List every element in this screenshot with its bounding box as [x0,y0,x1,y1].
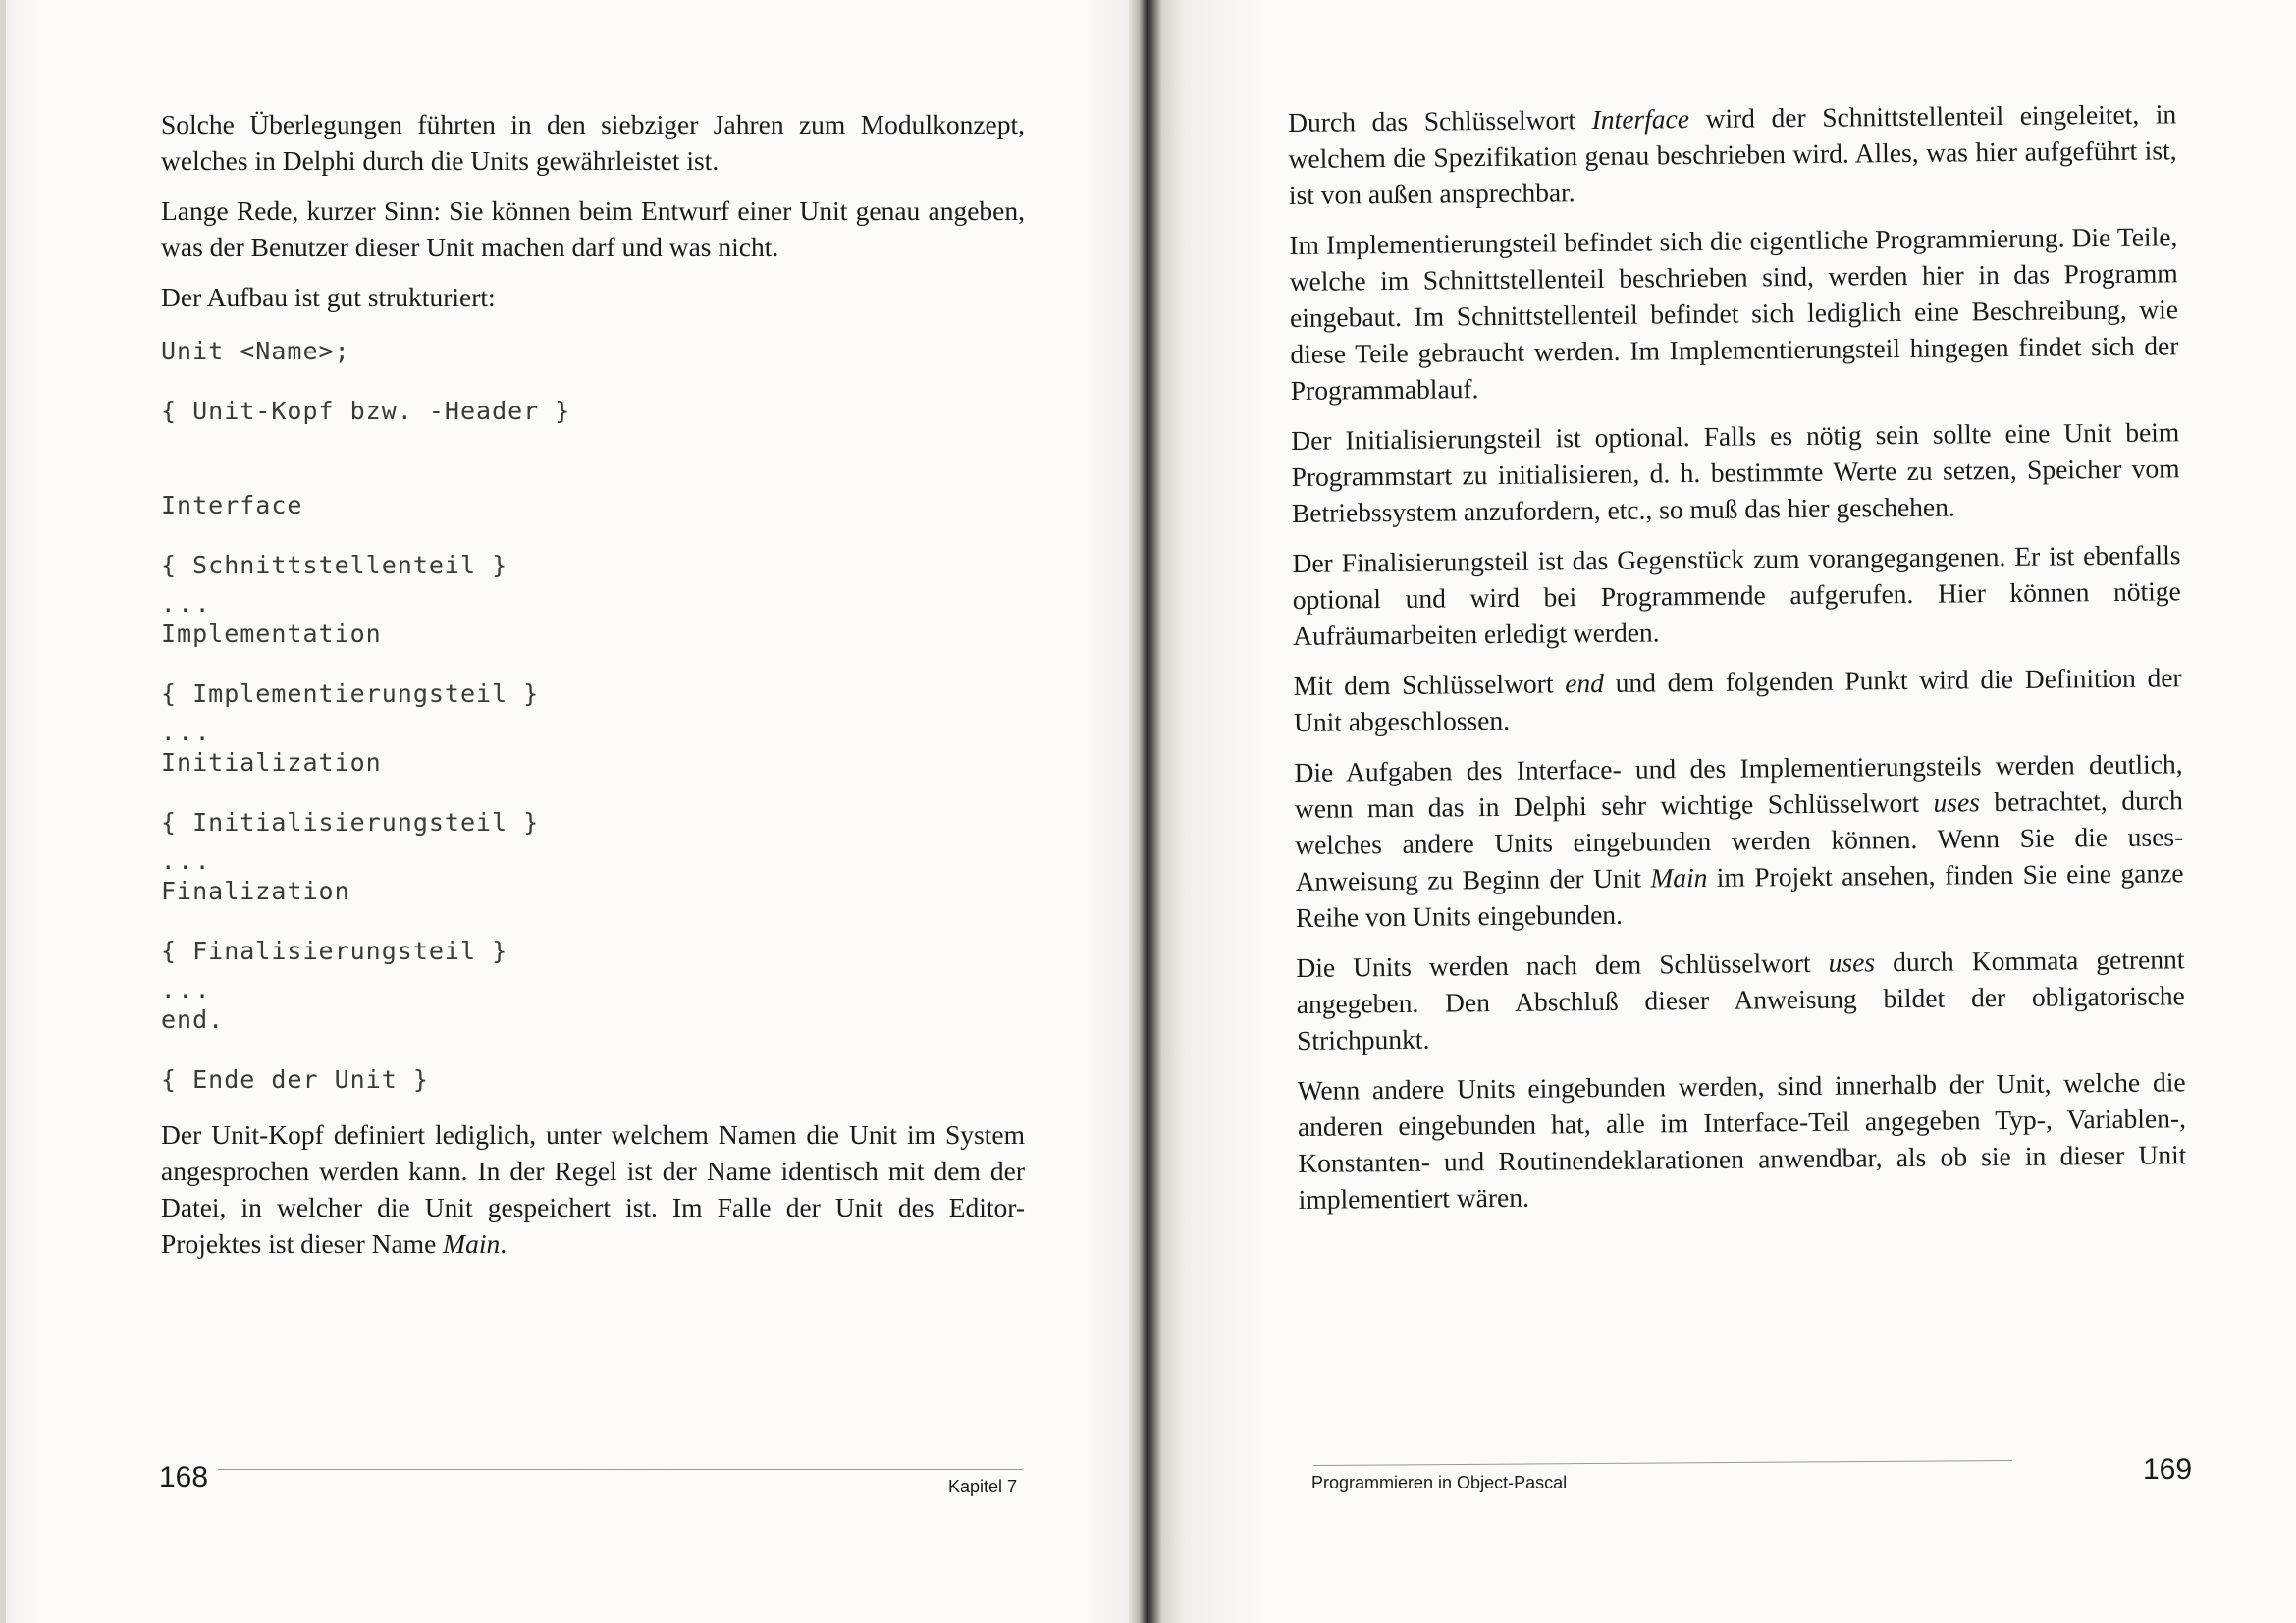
code-comment: { Unit-Kopf bzw. -Header } [161,397,571,425]
code-comment: { Ende der Unit } [161,1065,429,1094]
paragraph-text: im Projekt ansehen, finden Sie eine ganze Reihe von Units eingebunden. [1295,857,2184,933]
paragraph-text: und dem folgenden Punkt wird die Definition der Unit abgeschlossen. [1293,662,2182,737]
paragraph [1288,95,2177,213]
code-comment: { Implementierungsteil } [161,679,540,708]
paragraph [1294,659,2183,740]
paragraph [1296,941,2185,1058]
code-line: Interface [161,491,303,519]
paragraph [1294,745,2184,936]
paragraph: Lange Rede, kurzer Sinn: Sie können beim Entwurf einer Unit genau angeben, was der Benutzer dieser Unit machen darf und was nicht. [161,195,1025,262]
paragraph: Der Finalisierungsteil ist das Gegenstück zum vorangegangenen. Er ist ebenfalls optional und wird bei Programmende aufgerufen. Hier können nötige Aufräumarbeiten erledigt werden. [1292,539,2181,651]
book-gutter [1129,0,1162,1623]
paragraph-text: Durch das Schlüsselwort [1288,104,1592,137]
code-line: Implementation [161,620,382,648]
paragraph-text: Die Units werden nach dem Schlüsselwort [1296,947,1829,983]
code-comment: { Finalisierungsteil } [161,937,508,965]
running-footer: Kapitel 7 [948,1477,1018,1496]
paragraph-text: wird der Schnittstellenteil eingeleitet, in welchem die Spezifikation genau beschrieben wird. Alles, was hier aufgeführt ist, ist von außen ansprechbar. [1288,98,2177,210]
emphasis: end [1565,667,1605,699]
left-page-body [161,106,1025,1275]
right-page-body [1288,95,2187,1231]
code-comment: { Schnittstellenteil } [161,551,508,579]
page-number: 168 [159,1461,209,1493]
paragraph-text: betrachtet, durch welches andere Units eingebunden werden können. Wenn Sie die uses-Anweisung zu Beginn der Unit [1295,784,2184,896]
paragraph [161,1116,1025,1262]
paragraph: Der Aufbau ist gut strukturiert: [161,282,496,312]
running-footer: Programmieren in Object-Pascal [1311,1473,1568,1492]
code-line: end. [161,1005,225,1034]
page-edge [0,0,6,1623]
emphasis: Main [1650,861,1708,893]
paragraph: Der Initialisierungsteil ist optional. Falls es nötig sein sollte eine Unit beim Programmstart zu initialisieren, d. h. bestimmte Werte zu setzen, Speicher vom Betriebssystem anzufordern, etc., so muß das hier geschehen. [1291,416,2180,528]
code-ellipsis: ... [161,976,213,1003]
code-line: Unit <Name>; [161,337,350,365]
footer-rule [218,1469,1023,1470]
paragraph-text: durch Kommata getrennt angegeben. Den Abschluß dieser Anweisung bildet der obligatorische Strichpunkt. [1296,944,2185,1055]
paragraph-text: . [500,1228,507,1259]
right-page [1147,0,2296,1623]
code-ellipsis: ... [161,719,213,746]
code-line: Initialization [161,748,382,777]
code-line: Finalization [161,877,350,905]
code-block [161,337,1025,1095]
code-ellipsis: ... [161,590,213,618]
code-comment: { Initialisierungsteil } [161,808,540,837]
left-page [0,0,1147,1623]
paragraph-text: Mit dem Schlüsselwort [1293,668,1566,701]
page-number: 169 [2143,1453,2193,1486]
emphasis: uses [1828,947,1876,978]
footer-rule [1313,1460,2012,1466]
paragraph-text: Die Aufgaben des Interface- und des Implementierungsteils werden deutlich, wenn man das in Delphi sehr wichtige Schlüsselwort [1294,748,2183,824]
paragraph: Im Implementierungsteil befindet sich die eigentliche Programmierung. Die Teile, welche im Schnittstellenteil beschrieben sind, werden hier in das Programm eingebaut. Im Schnittstellenteil befindet sich lediglich eine Beschreibung, wie diese Teile gebraucht werden. Im Implementierungsteil hingegen findet sich der Programmablauf. [1289,221,2179,406]
code-ellipsis: ... [161,847,213,875]
emphasis: Interface [1591,103,1690,135]
emphasis: uses [1933,786,1981,818]
emphasis: Main [443,1228,501,1259]
paragraph: Wenn andere Units eingebunden werden, sind innerhalb der Unit, welche die anderen eingebunden hat, alle im Interface-Teil angegeben Typ-, Variablen-, Konstanten- und Routinendeklarationen anwendbar, als ob sie in dieser Unit implementiert wären. [1297,1066,2187,1215]
paragraph-text: Der Unit-Kopf definiert lediglich, unter welchem Namen die Unit im System angesprochen werden kann. In der Regel ist der Name identisch mit dem der Datei, in welcher die Unit gespeichert ist. Im Falle der Unit des Editor-Projektes ist dieser Name [161,1119,1025,1259]
paragraph: Solche Überlegungen führten in den siebziger Jahren zum Modulkonzept, welches in Delphi durch die Units gewährleistet ist. [161,109,1025,176]
